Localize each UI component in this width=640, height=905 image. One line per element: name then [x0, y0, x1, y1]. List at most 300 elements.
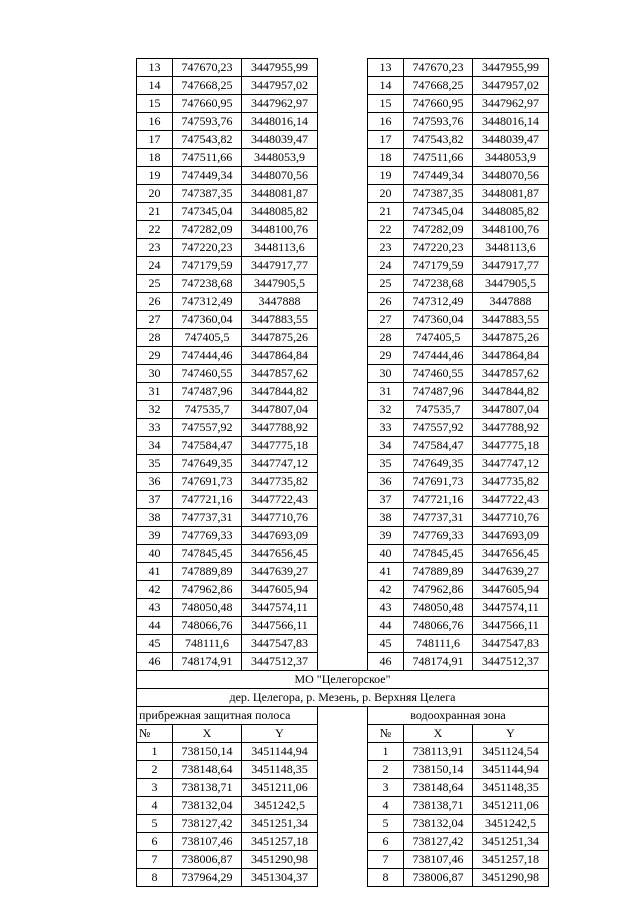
y-coordinate: 3447710,76 — [473, 509, 549, 527]
y-coordinate: 3447566,11 — [242, 617, 318, 635]
point-number: 27 — [368, 311, 404, 329]
table-row — [137, 401, 549, 419]
table-row — [137, 257, 549, 275]
point-number: 19 — [368, 167, 404, 185]
y-coordinate: 3448100,76 — [242, 221, 318, 239]
y-coordinate: 3447955,99 — [473, 59, 549, 77]
point-number: 41 — [137, 563, 173, 581]
y-coordinate: 3447875,26 — [242, 329, 318, 347]
y-coordinate: 3447574,11 — [242, 599, 318, 617]
gap-cell — [318, 725, 368, 743]
point-number: 26 — [368, 293, 404, 311]
x-coordinate: 747282,09 — [404, 221, 473, 239]
point-number: 6 — [368, 833, 404, 851]
point-number: 8 — [368, 869, 404, 887]
point-number: 14 — [368, 77, 404, 95]
gap-cell — [318, 221, 368, 239]
x-coordinate: 747511,66 — [404, 149, 473, 167]
point-number: 15 — [137, 95, 173, 113]
point-number: 22 — [137, 221, 173, 239]
y-coordinate: 3448070,56 — [242, 167, 318, 185]
point-number: 37 — [368, 491, 404, 509]
x-coordinate: 747660,95 — [404, 95, 473, 113]
x-coordinate: 747660,95 — [173, 95, 242, 113]
y-coordinate: 3451251,34 — [473, 833, 549, 851]
point-number: 23 — [137, 239, 173, 257]
gap-cell — [318, 149, 368, 167]
x-coordinate: 747535,7 — [173, 401, 242, 419]
y-coordinate: 3447962,97 — [242, 95, 318, 113]
point-number: 32 — [368, 401, 404, 419]
gap-cell — [318, 617, 368, 635]
table-row — [137, 311, 549, 329]
point-number: 37 — [137, 491, 173, 509]
y-coordinate: 3451290,98 — [242, 851, 318, 869]
gap-cell — [318, 167, 368, 185]
point-number: 29 — [368, 347, 404, 365]
x-coordinate: 747670,23 — [173, 59, 242, 77]
y-coordinate: 3448053,9 — [473, 149, 549, 167]
x-coordinate: 738148,64 — [404, 779, 473, 797]
y-coordinate: 3447864,84 — [473, 347, 549, 365]
table-row — [137, 293, 549, 311]
point-number: 24 — [368, 257, 404, 275]
right-col-y: Y — [473, 725, 549, 743]
y-coordinate: 3447574,11 — [473, 599, 549, 617]
y-coordinate: 3447788,92 — [473, 419, 549, 437]
point-number: 3 — [137, 779, 173, 797]
y-coordinate: 3447955,99 — [242, 59, 318, 77]
y-coordinate: 3448016,14 — [473, 113, 549, 131]
x-coordinate: 747460,55 — [404, 365, 473, 383]
x-coordinate: 747444,46 — [404, 347, 473, 365]
y-coordinate: 3451124,54 — [473, 743, 549, 761]
x-coordinate: 747584,47 — [404, 437, 473, 455]
gap-cell — [318, 347, 368, 365]
point-number: 13 — [368, 59, 404, 77]
point-number: 4 — [368, 797, 404, 815]
x-coordinate: 747962,86 — [404, 581, 473, 599]
table-row — [137, 59, 549, 77]
gap-cell — [318, 653, 368, 671]
point-number: 2 — [137, 761, 173, 779]
point-number: 36 — [368, 473, 404, 491]
x-coordinate: 748174,91 — [404, 653, 473, 671]
y-coordinate: 3447512,37 — [473, 653, 549, 671]
point-number: 43 — [137, 599, 173, 617]
point-number: 32 — [137, 401, 173, 419]
x-coordinate: 747543,82 — [404, 131, 473, 149]
x-coordinate: 747238,68 — [173, 275, 242, 293]
x-coordinate: 747449,34 — [173, 167, 242, 185]
table-row — [137, 635, 549, 653]
x-coordinate: 747668,25 — [173, 77, 242, 95]
point-number: 30 — [368, 365, 404, 383]
table-row — [137, 473, 549, 491]
right-zone-title: водоохранная зона — [368, 707, 549, 725]
gap-cell — [318, 77, 368, 95]
y-coordinate: 3451242,5 — [242, 797, 318, 815]
table-row — [137, 869, 549, 887]
location-title: дер. Целегора, р. Мезень, р. Верхняя Целега — [137, 689, 549, 707]
y-coordinate: 3447775,18 — [242, 437, 318, 455]
point-number: 39 — [137, 527, 173, 545]
x-coordinate: 747668,25 — [404, 77, 473, 95]
y-coordinate: 3448113,6 — [242, 239, 318, 257]
gap-cell — [318, 455, 368, 473]
point-number: 1 — [368, 743, 404, 761]
x-coordinate: 747312,49 — [173, 293, 242, 311]
point-number: 17 — [368, 131, 404, 149]
y-coordinate: 3451257,18 — [242, 833, 318, 851]
x-coordinate: 747557,92 — [173, 419, 242, 437]
point-number: 42 — [368, 581, 404, 599]
table-row — [137, 365, 549, 383]
x-coordinate: 747721,16 — [173, 491, 242, 509]
point-number: 21 — [368, 203, 404, 221]
y-coordinate: 3447639,27 — [473, 563, 549, 581]
coordinates-table — [136, 58, 549, 887]
y-coordinate: 3451144,94 — [242, 743, 318, 761]
point-number: 4 — [137, 797, 173, 815]
point-number: 35 — [137, 455, 173, 473]
y-coordinate: 3447512,37 — [242, 653, 318, 671]
point-number: 23 — [368, 239, 404, 257]
x-coordinate: 747387,35 — [404, 185, 473, 203]
gap-cell — [318, 113, 368, 131]
x-coordinate: 747238,68 — [404, 275, 473, 293]
y-coordinate: 3447807,04 — [473, 401, 549, 419]
gap-cell — [318, 203, 368, 221]
point-number: 20 — [368, 185, 404, 203]
table-row — [137, 347, 549, 365]
point-number: 43 — [368, 599, 404, 617]
y-coordinate: 3448016,14 — [242, 113, 318, 131]
gap-cell — [318, 761, 368, 779]
point-number: 36 — [137, 473, 173, 491]
y-coordinate: 3451251,34 — [242, 815, 318, 833]
y-coordinate: 3447639,27 — [242, 563, 318, 581]
x-coordinate: 747360,04 — [173, 311, 242, 329]
y-coordinate: 3447917,77 — [473, 257, 549, 275]
x-coordinate: 738138,71 — [173, 779, 242, 797]
point-number: 28 — [137, 329, 173, 347]
table-row — [137, 815, 549, 833]
point-number: 34 — [368, 437, 404, 455]
y-coordinate: 3447957,02 — [242, 77, 318, 95]
point-number: 26 — [137, 293, 173, 311]
point-number: 41 — [368, 563, 404, 581]
x-coordinate: 747889,89 — [404, 563, 473, 581]
x-coordinate: 747460,55 — [173, 365, 242, 383]
gap-cell — [318, 563, 368, 581]
table-row — [137, 617, 549, 635]
y-coordinate: 3447605,94 — [242, 581, 318, 599]
x-coordinate: 747179,59 — [404, 257, 473, 275]
y-coordinate: 3451211,06 — [473, 797, 549, 815]
table-row — [137, 77, 549, 95]
y-coordinate: 3447722,43 — [473, 491, 549, 509]
gap-cell — [318, 401, 368, 419]
point-number: 22 — [368, 221, 404, 239]
y-coordinate: 3448081,87 — [242, 185, 318, 203]
x-coordinate: 747405,5 — [404, 329, 473, 347]
mo-title: МО "Целегорское" — [137, 671, 549, 689]
point-number: 16 — [368, 113, 404, 131]
x-coordinate: 738138,71 — [404, 797, 473, 815]
x-coordinate: 747444,46 — [173, 347, 242, 365]
x-coordinate: 747511,66 — [173, 149, 242, 167]
x-coordinate: 738127,42 — [173, 815, 242, 833]
y-coordinate: 3447857,62 — [473, 365, 549, 383]
gap-cell — [318, 383, 368, 401]
x-coordinate: 747535,7 — [404, 401, 473, 419]
x-coordinate: 747449,34 — [404, 167, 473, 185]
y-coordinate: 3447547,83 — [242, 635, 318, 653]
y-coordinate: 3447957,02 — [473, 77, 549, 95]
y-coordinate: 3447962,97 — [473, 95, 549, 113]
point-number: 29 — [137, 347, 173, 365]
gap-cell — [318, 581, 368, 599]
point-number: 25 — [368, 275, 404, 293]
y-coordinate: 3447605,94 — [473, 581, 549, 599]
gap-cell — [318, 545, 368, 563]
x-coordinate: 747721,16 — [404, 491, 473, 509]
x-coordinate: 738113,91 — [404, 743, 473, 761]
point-number: 27 — [137, 311, 173, 329]
gap-cell — [318, 59, 368, 77]
table-row — [137, 131, 549, 149]
y-coordinate: 3447844,82 — [242, 383, 318, 401]
gap-cell — [318, 491, 368, 509]
point-number: 35 — [368, 455, 404, 473]
gap-cell — [318, 743, 368, 761]
x-coordinate: 747387,35 — [173, 185, 242, 203]
y-coordinate: 3447722,43 — [242, 491, 318, 509]
x-coordinate: 747889,89 — [173, 563, 242, 581]
x-coordinate: 747845,45 — [404, 545, 473, 563]
table-row — [137, 275, 549, 293]
point-number: 7 — [368, 851, 404, 869]
x-coordinate: 747557,92 — [404, 419, 473, 437]
x-coordinate: 738006,87 — [404, 869, 473, 887]
table-row — [137, 329, 549, 347]
x-coordinate: 738006,87 — [173, 851, 242, 869]
point-number: 46 — [368, 653, 404, 671]
x-coordinate: 748174,91 — [173, 653, 242, 671]
gap-cell — [318, 869, 368, 887]
x-coordinate: 747345,04 — [404, 203, 473, 221]
x-coordinate: 737964,29 — [173, 869, 242, 887]
y-coordinate: 3447844,82 — [473, 383, 549, 401]
x-coordinate: 747487,96 — [173, 383, 242, 401]
section-header — [137, 671, 549, 743]
gap-cell — [318, 509, 368, 527]
table-row — [137, 509, 549, 527]
gap-cell — [318, 527, 368, 545]
table-row — [137, 113, 549, 131]
y-coordinate: 3448085,82 — [473, 203, 549, 221]
table-row — [137, 185, 549, 203]
right-col-x: X — [404, 725, 473, 743]
x-coordinate: 738150,14 — [404, 761, 473, 779]
table-row — [137, 383, 549, 401]
point-number: 15 — [368, 95, 404, 113]
point-number: 28 — [368, 329, 404, 347]
point-number: 45 — [368, 635, 404, 653]
x-coordinate: 738132,04 — [404, 815, 473, 833]
y-coordinate: 3451290,98 — [473, 869, 549, 887]
y-coordinate: 3451304,37 — [242, 869, 318, 887]
y-coordinate: 3447747,12 — [473, 455, 549, 473]
y-coordinate: 3447807,04 — [242, 401, 318, 419]
right-col-n: № — [368, 725, 404, 743]
gap-cell — [318, 797, 368, 815]
table-row — [137, 563, 549, 581]
point-number: 5 — [368, 815, 404, 833]
x-coordinate: 747487,96 — [404, 383, 473, 401]
y-coordinate: 3447693,09 — [473, 527, 549, 545]
point-number: 39 — [368, 527, 404, 545]
x-coordinate: 747593,76 — [173, 113, 242, 131]
x-coordinate: 747691,73 — [404, 473, 473, 491]
table-row — [137, 599, 549, 617]
point-number: 42 — [137, 581, 173, 599]
point-number: 2 — [368, 761, 404, 779]
x-coordinate: 738107,46 — [404, 851, 473, 869]
gap-cell — [318, 635, 368, 653]
gap-cell — [318, 131, 368, 149]
point-number: 44 — [137, 617, 173, 635]
table-row — [137, 833, 549, 851]
x-coordinate: 747345,04 — [173, 203, 242, 221]
gap-cell — [318, 833, 368, 851]
table-row — [137, 419, 549, 437]
y-coordinate: 3448053,9 — [242, 149, 318, 167]
y-coordinate: 3451144,94 — [473, 761, 549, 779]
x-coordinate: 747649,35 — [173, 455, 242, 473]
x-coordinate: 747220,23 — [173, 239, 242, 257]
x-coordinate: 747543,82 — [173, 131, 242, 149]
y-coordinate: 3447888 — [242, 293, 318, 311]
table-row — [137, 95, 549, 113]
y-coordinate: 3451257,18 — [473, 851, 549, 869]
point-number: 25 — [137, 275, 173, 293]
x-coordinate: 748111,6 — [173, 635, 242, 653]
table-row — [137, 779, 549, 797]
y-coordinate: 3448085,82 — [242, 203, 318, 221]
table-row — [137, 149, 549, 167]
point-number: 3 — [368, 779, 404, 797]
x-coordinate: 747769,33 — [173, 527, 242, 545]
point-number: 38 — [137, 509, 173, 527]
bottom-rows — [137, 743, 549, 887]
point-number: 45 — [137, 635, 173, 653]
left-col-x: X — [173, 725, 242, 743]
left-zone-title: прибрежная защитная полоса — [137, 707, 318, 725]
point-number: 21 — [137, 203, 173, 221]
coordinates-sheet — [136, 58, 549, 887]
y-coordinate: 3451148,35 — [473, 779, 549, 797]
point-number: 40 — [137, 545, 173, 563]
y-coordinate: 3448039,47 — [242, 131, 318, 149]
table-row — [137, 797, 549, 815]
y-coordinate: 3448070,56 — [473, 167, 549, 185]
gap-cell — [318, 239, 368, 257]
gap-cell — [318, 779, 368, 797]
y-coordinate: 3447656,45 — [242, 545, 318, 563]
gap-cell — [318, 815, 368, 833]
table-row — [137, 545, 549, 563]
y-coordinate: 3448039,47 — [473, 131, 549, 149]
point-number: 30 — [137, 365, 173, 383]
point-number: 7 — [137, 851, 173, 869]
y-coordinate: 3447656,45 — [473, 545, 549, 563]
table-row — [137, 239, 549, 257]
gap-cell — [318, 311, 368, 329]
y-coordinate: 3447888 — [473, 293, 549, 311]
x-coordinate: 747691,73 — [173, 473, 242, 491]
y-coordinate: 3447775,18 — [473, 437, 549, 455]
x-coordinate: 747179,59 — [173, 257, 242, 275]
table-row — [137, 455, 549, 473]
point-number: 13 — [137, 59, 173, 77]
x-coordinate: 747670,23 — [404, 59, 473, 77]
y-coordinate: 3448081,87 — [473, 185, 549, 203]
point-number: 24 — [137, 257, 173, 275]
x-coordinate: 748066,76 — [173, 617, 242, 635]
y-coordinate: 3451242,5 — [473, 815, 549, 833]
gap-cell — [318, 365, 368, 383]
gap-cell — [318, 185, 368, 203]
gap-cell — [318, 275, 368, 293]
table-row — [137, 581, 549, 599]
left-col-n: № — [137, 725, 173, 743]
point-number: 38 — [368, 509, 404, 527]
y-coordinate: 3447857,62 — [242, 365, 318, 383]
point-number: 19 — [137, 167, 173, 185]
y-coordinate: 3447875,26 — [473, 329, 549, 347]
point-number: 33 — [368, 419, 404, 437]
gap-cell — [318, 851, 368, 869]
y-coordinate: 3447710,76 — [242, 509, 318, 527]
point-number: 44 — [368, 617, 404, 635]
y-coordinate: 3447547,83 — [473, 635, 549, 653]
table-row — [137, 761, 549, 779]
gap-cell — [318, 707, 368, 725]
x-coordinate: 748066,76 — [404, 617, 473, 635]
point-number: 16 — [137, 113, 173, 131]
point-number: 34 — [137, 437, 173, 455]
point-number: 8 — [137, 869, 173, 887]
point-number: 46 — [137, 653, 173, 671]
y-coordinate: 3447917,77 — [242, 257, 318, 275]
point-number: 18 — [137, 149, 173, 167]
y-coordinate: 3448113,6 — [473, 239, 549, 257]
point-number: 31 — [368, 383, 404, 401]
x-coordinate: 747593,76 — [404, 113, 473, 131]
top-rows — [137, 59, 549, 671]
y-coordinate: 3451148,35 — [242, 761, 318, 779]
x-coordinate: 747405,5 — [173, 329, 242, 347]
gap-cell — [318, 599, 368, 617]
y-coordinate: 3447864,84 — [242, 347, 318, 365]
x-coordinate: 747360,04 — [404, 311, 473, 329]
y-coordinate: 3447883,55 — [473, 311, 549, 329]
x-coordinate: 747220,23 — [404, 239, 473, 257]
x-coordinate: 747312,49 — [404, 293, 473, 311]
gap-cell — [318, 293, 368, 311]
